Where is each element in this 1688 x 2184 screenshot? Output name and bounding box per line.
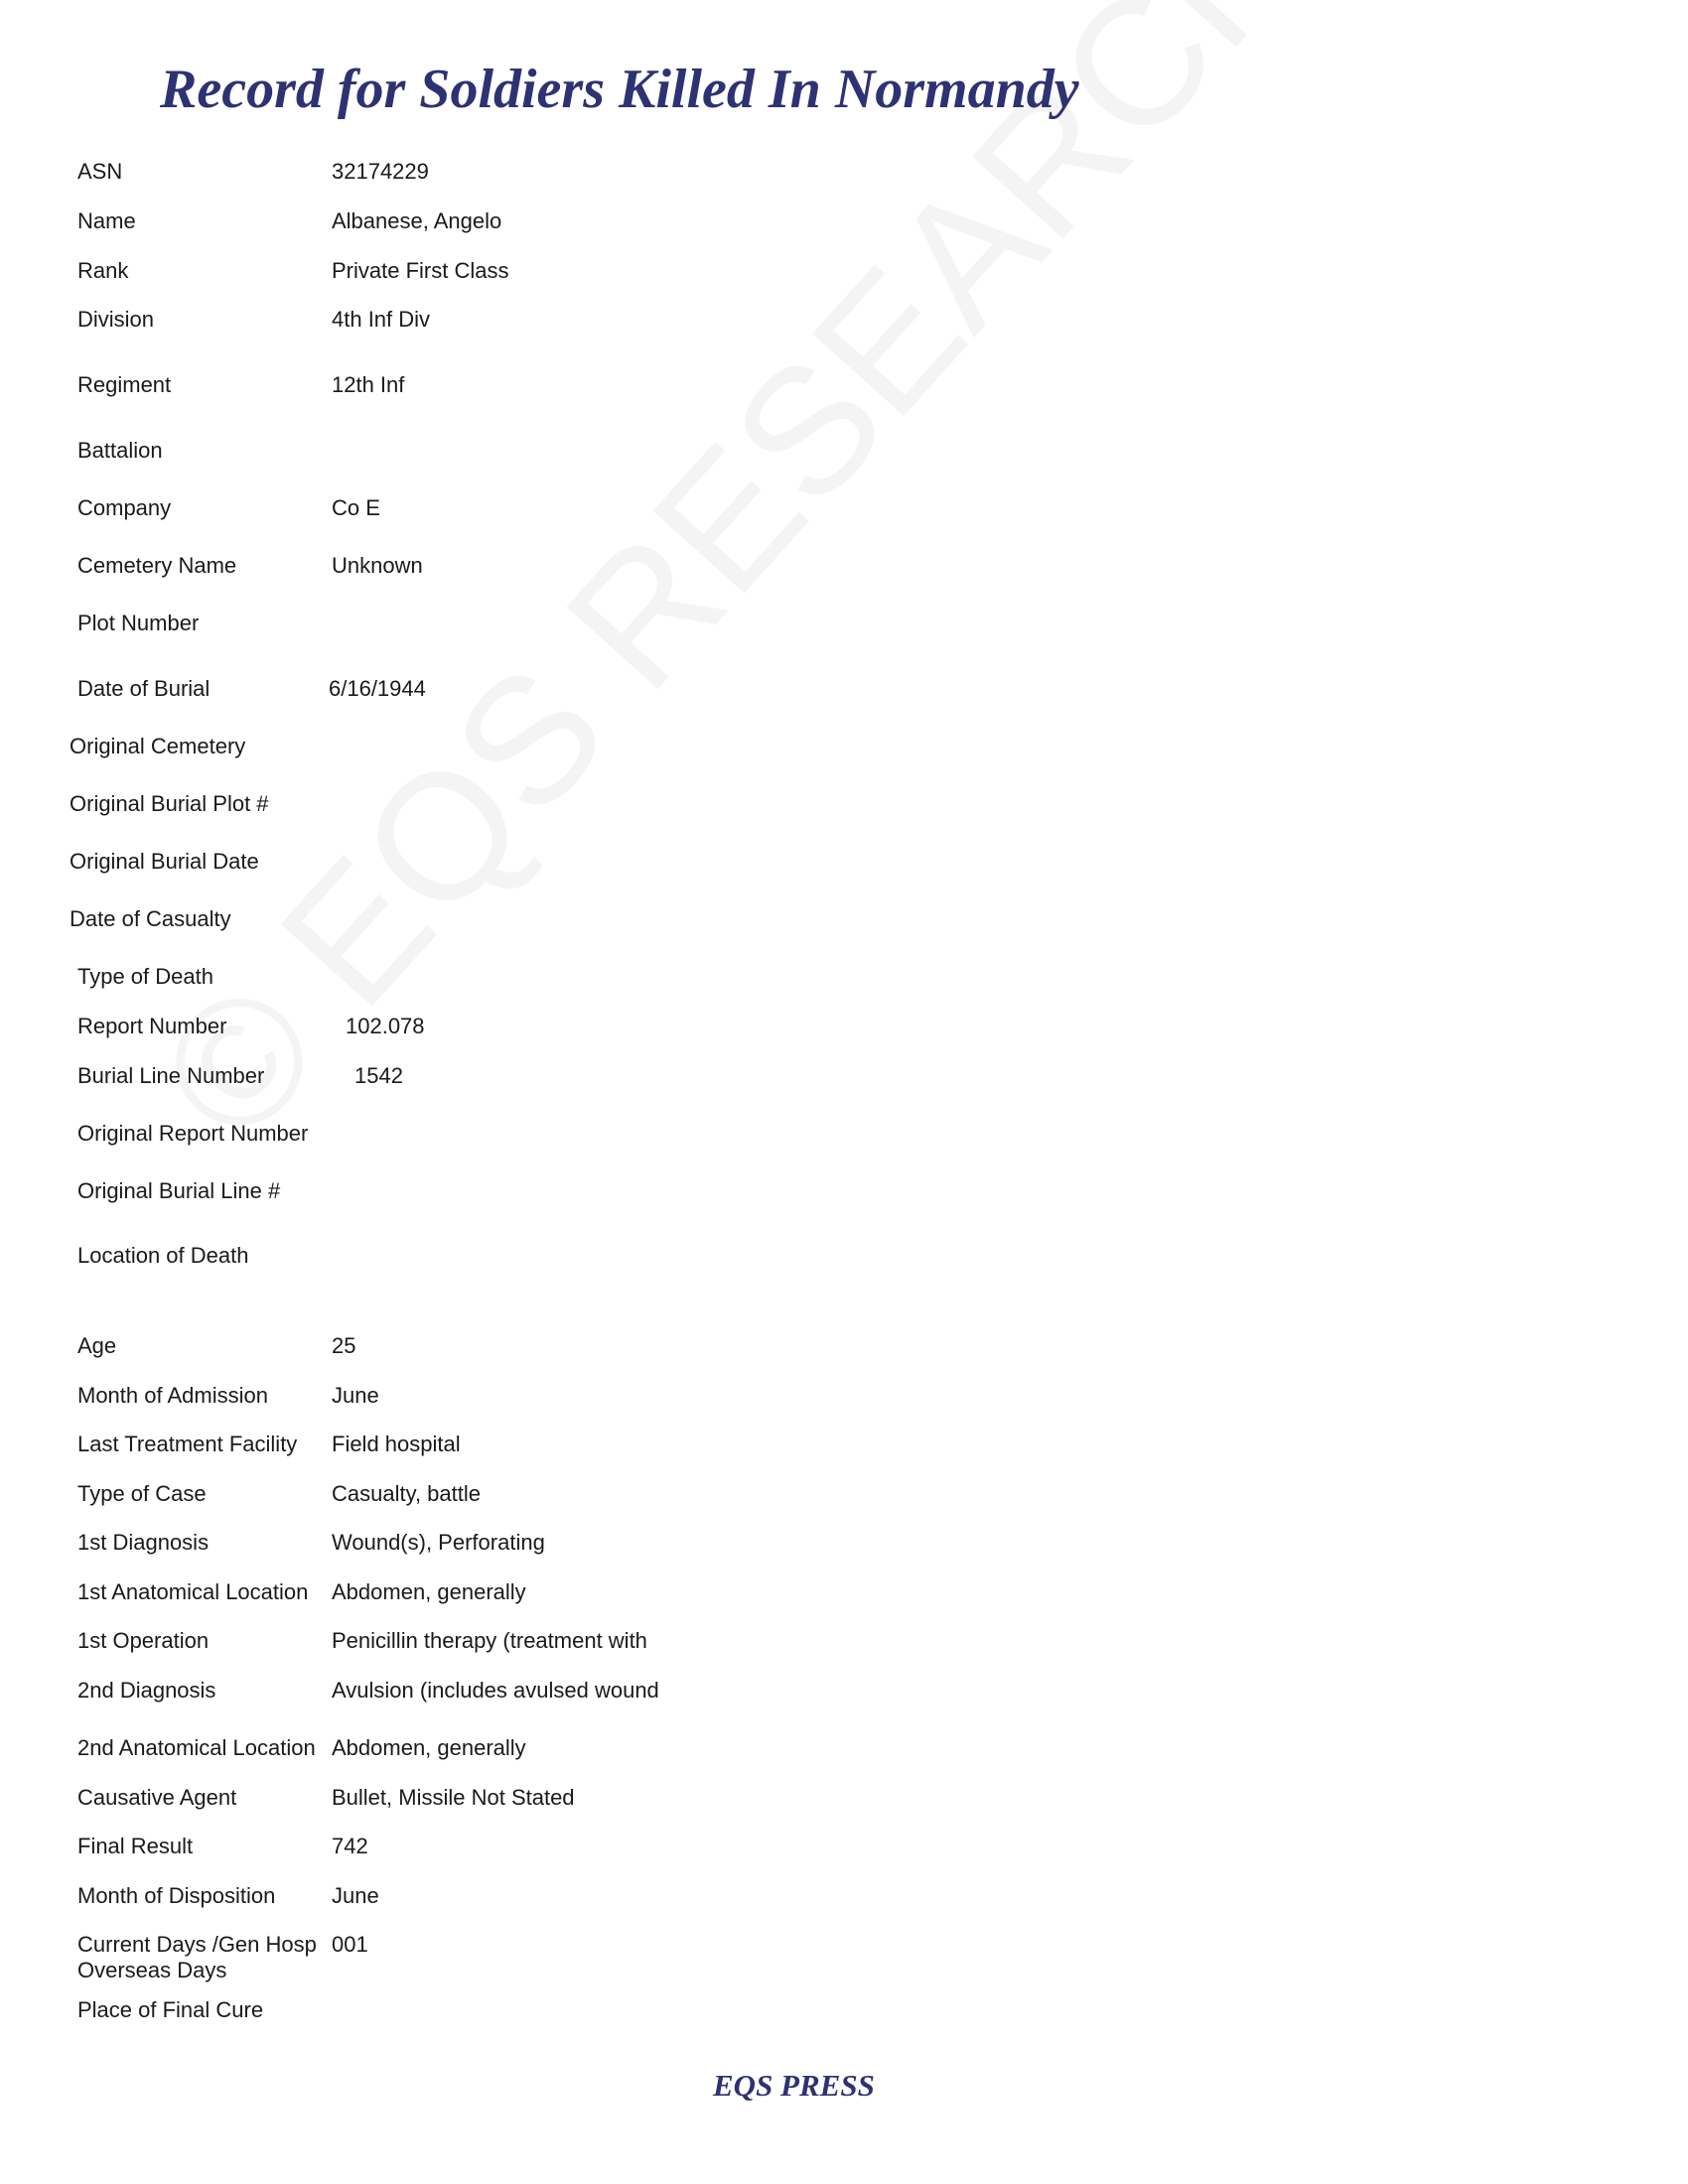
field-value-company: Co E: [332, 495, 380, 520]
field-label-age: Age: [77, 1333, 117, 1358]
field-label-1st-diagnosis: 1st Diagnosis: [77, 1530, 210, 1555]
field-value-type-of-case: Casualty, battle: [332, 1481, 482, 1506]
field-label-plot-number: Plot Number: [77, 611, 200, 635]
field-value-last-treatment-facility: Field hospital: [332, 1432, 461, 1456]
watermark: [119, 0, 1335, 1180]
field-value-month-of-disposition: June: [332, 1883, 379, 1908]
field-label-overseas-days: Overseas Days: [77, 1958, 227, 1982]
field-value-burial-line-number: 1542: [354, 1063, 403, 1088]
field-label-report-number: Report Number: [77, 1014, 227, 1038]
field-label-location-of-death: Location of Death: [77, 1243, 249, 1268]
field-value-date-of-burial: 6/16/1944: [329, 676, 426, 701]
field-value-1st-diagnosis: Wound(s), Perforating: [332, 1530, 545, 1555]
field-label-regiment: Regiment: [77, 372, 172, 397]
field-value-cemetery-name: Unknown: [332, 553, 423, 578]
field-value-1st-anatomical-location: Abdomen, generally: [332, 1579, 526, 1604]
footer-publisher: EQS PRESS: [713, 2068, 875, 2103]
field-label-1st-anatomical-location: 1st Anatomical Location: [77, 1579, 309, 1604]
page-title: Record for Soldiers Killed In Normandy: [160, 59, 1079, 120]
field-value-name: Albanese, Angelo: [332, 208, 502, 233]
field-label-2nd-diagnosis: 2nd Diagnosis: [77, 1678, 216, 1703]
field-label-2nd-anatomical-location: 2nd Anatomical Location: [77, 1735, 316, 1760]
field-value-rank: Private First Class: [332, 258, 509, 283]
field-label-company: Company: [77, 495, 172, 520]
field-label-original-burial-line: Original Burial Line #: [77, 1178, 281, 1203]
field-label-asn: ASN: [77, 159, 123, 184]
field-label-burial-line-number: Burial Line Number: [77, 1063, 265, 1088]
field-label-rank: Rank: [77, 258, 129, 283]
field-label-date-of-casualty: Date of Casualty: [70, 906, 231, 931]
field-value-2nd-diagnosis: Avulsion (includes avulsed wound: [332, 1678, 659, 1703]
field-value-division: 4th Inf Div: [332, 307, 431, 332]
field-value-month-of-admission: June: [332, 1383, 379, 1408]
field-label-type-of-case: Type of Case: [77, 1481, 207, 1506]
field-value-asn: 32174229: [332, 159, 429, 184]
field-label-type-of-death: Type of Death: [77, 964, 213, 989]
field-label-final-result: Final Result: [77, 1834, 194, 1858]
field-label-cemetery-name: Cemetery Name: [77, 553, 237, 578]
field-value-1st-operation: Penicillin therapy (treatment with: [332, 1628, 647, 1653]
field-value-causative-agent: Bullet, Missile Not Stated: [332, 1785, 575, 1810]
field-label-battalion: Battalion: [77, 438, 163, 463]
field-value-report-number: 102.078: [346, 1014, 425, 1038]
field-label-causative-agent: Causative Agent: [77, 1785, 237, 1810]
field-value-current-days-gen-hosp: 001: [332, 1932, 368, 1957]
field-label-current-days-gen-hosp: Current Days /Gen Hosp: [77, 1932, 317, 1957]
field-label-original-cemetery: Original Cemetery: [70, 734, 246, 758]
field-label-division: Division: [77, 307, 155, 332]
field-label-name: Name: [77, 208, 136, 233]
field-label-last-treatment-facility: Last Treatment Facility: [77, 1432, 298, 1456]
field-value-final-result: 742: [332, 1834, 368, 1858]
field-label-place-of-final-cure: Place of Final Cure: [77, 1997, 264, 2022]
field-label-original-burial-plot: Original Burial Plot #: [70, 791, 269, 816]
field-label-month-of-disposition: Month of Disposition: [77, 1883, 276, 1908]
field-value-regiment: 12th Inf: [332, 372, 405, 397]
field-value-2nd-anatomical-location: Abdomen, generally: [332, 1735, 526, 1760]
field-label-month-of-admission: Month of Admission: [77, 1383, 268, 1408]
field-label-1st-operation: 1st Operation: [77, 1628, 210, 1653]
field-label-original-report-number: Original Report Number: [77, 1121, 309, 1146]
field-value-age: 25: [332, 1333, 356, 1358]
field-label-date-of-burial: Date of Burial: [77, 676, 211, 701]
field-label-original-burial-date: Original Burial Date: [70, 849, 259, 874]
